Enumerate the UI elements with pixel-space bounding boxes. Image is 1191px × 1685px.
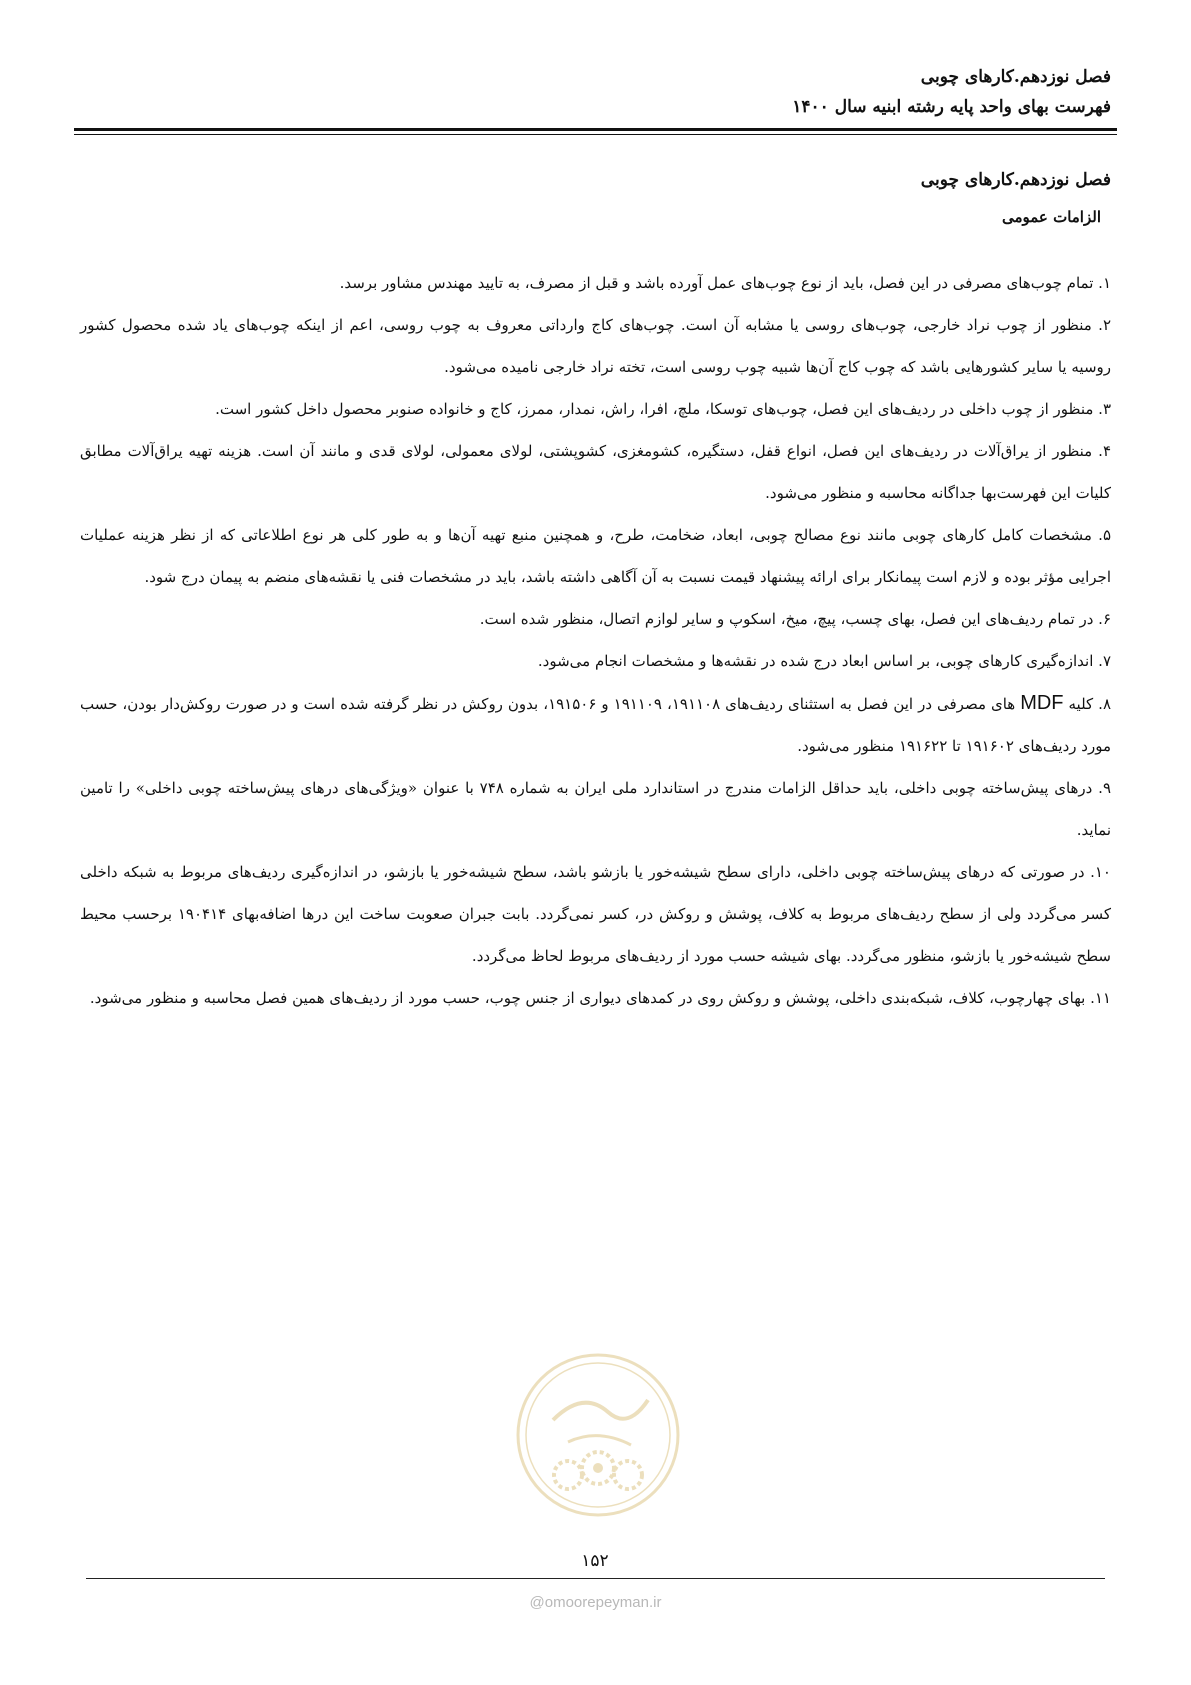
paragraph-2: ۲. منظور از چوب نراد خارجی، چوب‌های روسی یا مشابه آن است. چوب‌های کاج وارداتی معروف به چوب روسی، اعم از اینکه چوب‌های یاد شده محصول کشور روسیه یا سایر کشورهایی باشد که چوب کاج آن‌ها شبیه چوب روسی است، تخته نراد خارجی نامیده می‌شود. <box>80 316 1112 376</box>
paragraph-7: ۷. اندازه‌گیری کارهای چوبی، بر اساس ابعاد درج شده در نقشه‌ها و مشخصات انجام می‌شود. <box>537 652 1111 670</box>
paragraph-4: ۴. منظور از یراق‌آلات در ردیف‌های این فصل، انواع قفل، دستگیره، کشومغزی، کشوپشتی، لولای معمولی، لولای قدی و مانند آن است. هزینه تهیه یراق‌آلات مطابق کلیات این فهرست‌بها جداگانه محاسبه و منظور می‌شود. <box>80 442 1111 502</box>
paragraph-9: ۹. درهای پیش‌ساخته چوبی داخلی، باید حداقل الزامات مندرج در استاندارد ملی ایران به شماره ۷۴۸ با عنوان «ویژگی‌های درهای پیش‌ساخته چوبی داخلی» را تامین نماید. <box>80 779 1111 839</box>
document-body <box>80 262 1111 1019</box>
watermark-text: @omoorepeyman.ir <box>529 1594 662 1611</box>
section-title: فصل نوزدهم.کارهای چوبی <box>920 170 1111 190</box>
header-rule-thin <box>74 134 1117 135</box>
paragraph-6: ۶. در تمام ردیف‌های این فصل، بهای چسب، پیچ، میخ، اسکوپ و سایر لوازم اتصال، منظور شده است. <box>479 610 1111 628</box>
paragraph-3: ۳. منظور از چوب داخلی در ردیف‌های این فصل، چوب‌های توسکا، ملچ، افرا، راش، نمدار، ممرز، کاج و خانواده صنوبر محصول داخل کشور است. <box>215 400 1111 418</box>
page-number: ۱۵۲ <box>581 1551 609 1571</box>
section-subtitle: الزامات عمومی <box>1001 208 1101 226</box>
paragraph-11: ۱۱. بهای چهارچوب، کلاف، شبکه‌بندی داخلی، پوشش و روکش روی در کمدهای دیواری از جنس چوب، حسب مورد از ردیف‌های همین فصل محاسبه و منظور می‌شود. <box>89 989 1111 1007</box>
mdf-term: MDF <box>1020 692 1064 714</box>
header-rule-thick <box>74 128 1117 131</box>
paragraph-5: ۵. مشخصات کامل کارهای چوبی مانند نوع مصالح چوبی، ابعاد، ضخامت، طرح، و همچنین منبع تهیه آن‌ها و به طور کلی هر نوع اطلاعاتی که از نظر هزینه عملیات اجرایی مؤثر بوده و لازم است پیمانکار برای ارائه پیشنهاد قیمت نسبت به آن آگاهی داشته باشد، باید در مشخصات فنی یا نقشه‌های منضم به پیمان درج شود. <box>80 526 1111 586</box>
paragraph-10: ۱۰. در صورتی که درهای پیش‌ساخته چوبی داخلی، دارای سطح شیشه‌خور یا بازشو باشد، سطح شیشه‌خور یا بازشو، در اندازه‌گیری ردیف‌های مربوط به شبکه داخلی کسر می‌گردد ولی از سطح ردیف‌های مربوط به کلاف، پوشش و روکش در، کسر نمی‌گردد. بابت جبران صعوبت ساخت این درها اضافه‌بهای ۱۹۰۴۱۴ برحسب محیط سطح شیشه‌خور یا بازشو، منظور می‌گردد. بهای شیشه حسب مورد از ردیف‌های مربوط لحاظ می‌گردد. <box>80 863 1111 965</box>
paragraph-8-start: ۸. کلیه <box>1063 695 1112 713</box>
paragraph-8 <box>80 682 1111 767</box>
header-chapter-title: فصل نوزدهم.کارهای چوبی <box>920 67 1111 87</box>
page-header <box>792 62 1111 122</box>
paragraph-1: ۱. تمام چوب‌های مصرفی در این فصل، باید از نوع چوب‌های عمل آورده باشد و قبل از مصرف، به تایید مهندس مشاور برسد. <box>339 274 1111 292</box>
paragraph-8-rest: های مصرفی در این فصل به استثنای ردیف‌های ۱۹۱۱۰۸، ۱۹۱۱۰۹ و ۱۹۱۵۰۶، بدون روکش در نظر گرفته شده است و در صورت روکش‌دار بودن، حسب مورد ردیف‌های ۱۹۱۶۰۲ تا ۱۹۱۶۲۲ منظور می‌شود. <box>80 695 1111 755</box>
header-document-title: فهرست بهای واحد پایه رشته ابنیه سال ۱۴۰۰ <box>792 97 1111 117</box>
footer-rule <box>86 1578 1105 1579</box>
omoore-peyman-seal-icon <box>513 1350 683 1520</box>
